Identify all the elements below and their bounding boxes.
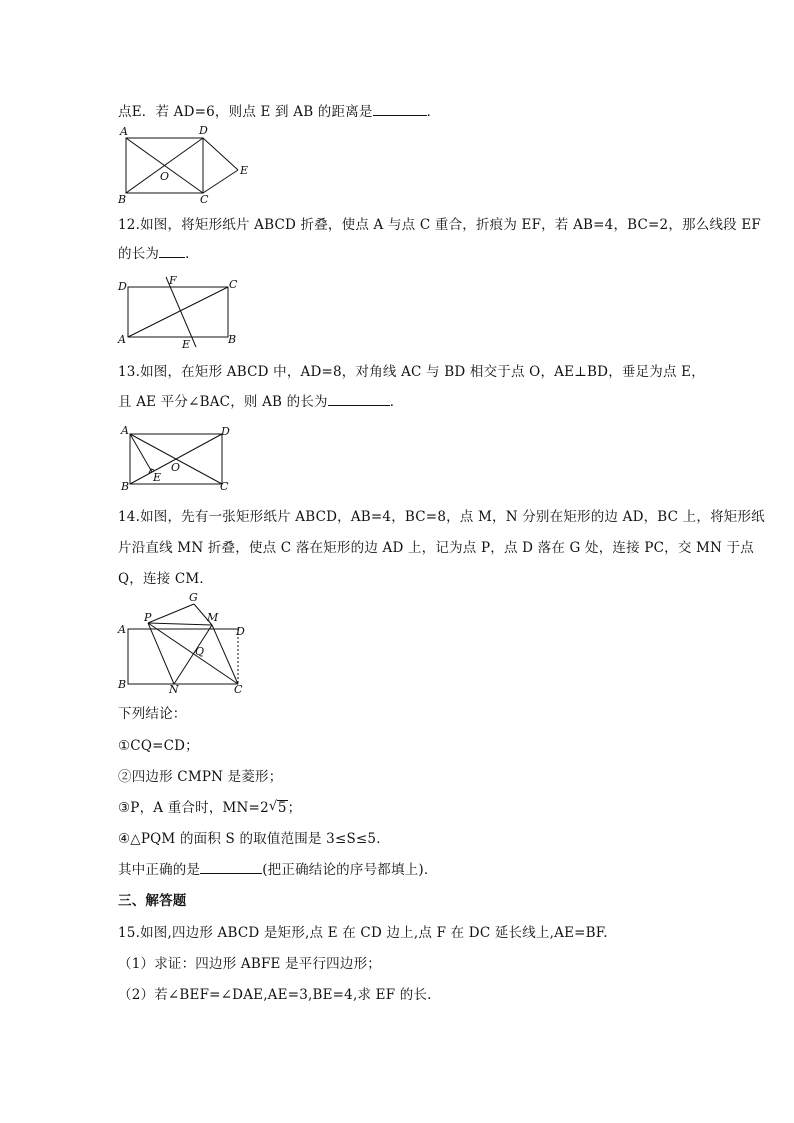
conclusion-3-end: ； bbox=[287, 800, 302, 816]
fig13-label-a: A bbox=[121, 424, 129, 437]
fig14-label-g: G bbox=[189, 593, 198, 604]
fig12-label-c: C bbox=[229, 278, 238, 291]
fig14-label-q: Q bbox=[195, 645, 205, 658]
fig11-label-e: E bbox=[240, 164, 249, 177]
fig12-label-a: A bbox=[118, 333, 126, 346]
q14-answer-blank bbox=[200, 861, 262, 874]
fig11-label-c: C bbox=[200, 193, 209, 204]
conclusion-3-text: ③P，A 重合时，MN=2 bbox=[118, 800, 269, 816]
q15-line1: 15.如图,四边形 ABCD 是矩形,点 E 在 CD 边上,点 F 在 DC 延长线上,AE=BF. bbox=[118, 925, 608, 941]
q14-answer bbox=[118, 861, 438, 879]
fig14-label-m: M bbox=[207, 611, 219, 624]
q11-answer-blank bbox=[373, 103, 427, 116]
fig11-label-d: D bbox=[199, 124, 208, 137]
q12-line2 bbox=[118, 245, 199, 263]
fig12-label-b: B bbox=[228, 333, 237, 346]
q12-line1: 12.如图，将矩形纸片 ABCD 折叠，使点 A 与点 C 重合，折痕为 EF，若 AB=4，BC=2，那么线段 EF bbox=[118, 217, 761, 233]
q12-answer-blank bbox=[159, 245, 185, 258]
figure-q11 bbox=[116, 122, 256, 204]
q11-text bbox=[118, 103, 440, 121]
sqrt-expression bbox=[269, 799, 288, 817]
fig11-label-o: O bbox=[160, 170, 170, 183]
q11-text-body: 点E．若 AD=6，则点 E 到 AB 的距离是 bbox=[118, 104, 373, 120]
fig12-label-f: F bbox=[169, 274, 177, 287]
fig13-label-o: O bbox=[171, 461, 181, 474]
fig13-label-c: C bbox=[220, 480, 229, 493]
section-heading: 三、解答题 bbox=[118, 893, 187, 909]
figure-q13 bbox=[116, 422, 246, 494]
fig14-label-p: P bbox=[144, 611, 152, 624]
conclusion-3 bbox=[118, 799, 301, 817]
q14-line3: Q，连接 CM． bbox=[118, 571, 214, 587]
q13-answer-blank bbox=[328, 393, 390, 406]
fig14-label-a: A bbox=[118, 623, 126, 636]
q13-line2-text: 且 AE 平分∠BAC，则 AB 的长为 bbox=[118, 394, 328, 410]
conclusions-intro: 下列结论： bbox=[118, 706, 187, 722]
fig12-label-d: D bbox=[118, 280, 127, 293]
sqrt-radicand: 5 bbox=[277, 800, 287, 816]
q11-end: ． bbox=[426, 104, 441, 120]
q15-part1: （1）求证：四边形 ABFE 是平行四边形； bbox=[118, 956, 381, 972]
q14-line1: 14.如图，先有一张矩形纸片 ABCD，AB=4，BC=8，点 M，N 分别在矩形的边 AD，BC 上，将矩形纸 bbox=[118, 509, 765, 525]
fig11-label-a: A bbox=[120, 125, 128, 138]
fig14-label-n: N bbox=[169, 683, 179, 695]
figure-q14 bbox=[116, 593, 248, 695]
q13-line2 bbox=[118, 393, 403, 411]
fig14-label-d: D bbox=[236, 625, 245, 638]
q12-end: ． bbox=[185, 246, 199, 262]
q14-answer-text: 其中正确的是 bbox=[118, 862, 201, 878]
sqrt-sign-icon: √ bbox=[268, 799, 278, 814]
conclusion-4: ④△PQM 的面积 S 的取值范围是 3≤S≤5． bbox=[118, 831, 390, 847]
fig13-label-b: B bbox=[121, 480, 130, 493]
q14-line2: 片沿直线 MN 折叠，使点 C 落在矩形的边 AD 上，记为点 P，点 D 落在 G 处，连接 PC，交 MN 于点 bbox=[118, 540, 754, 556]
q13-line1: 13.如图，在矩形 ABCD 中，AD=8，对角线 AC 与 BD 相交于点 O，AE⊥BD，垂足为点 E， bbox=[118, 364, 705, 380]
fig13-label-e: E bbox=[153, 471, 162, 484]
q14-answer-note: (把正确结论的序号都填上)． bbox=[262, 862, 438, 878]
conclusion-1: ①CQ=CD； bbox=[118, 738, 199, 754]
fig13-label-d: D bbox=[221, 425, 230, 438]
fig14-label-c: C bbox=[234, 683, 243, 695]
q15-part2: （2）若∠BEF=∠DAE,AE=3,BE=4,求 EF 的长. bbox=[118, 987, 432, 1003]
figure-q12 bbox=[116, 272, 246, 352]
q13-end: ． bbox=[389, 394, 404, 410]
fig11-label-b: B bbox=[118, 193, 127, 204]
q12-line2-text: 的长为 bbox=[118, 246, 160, 262]
conclusion-2: ②四边形 CMPN 是菱形； bbox=[118, 769, 283, 785]
fig12-label-e: E bbox=[182, 338, 191, 351]
fig14-label-b: B bbox=[118, 678, 127, 691]
